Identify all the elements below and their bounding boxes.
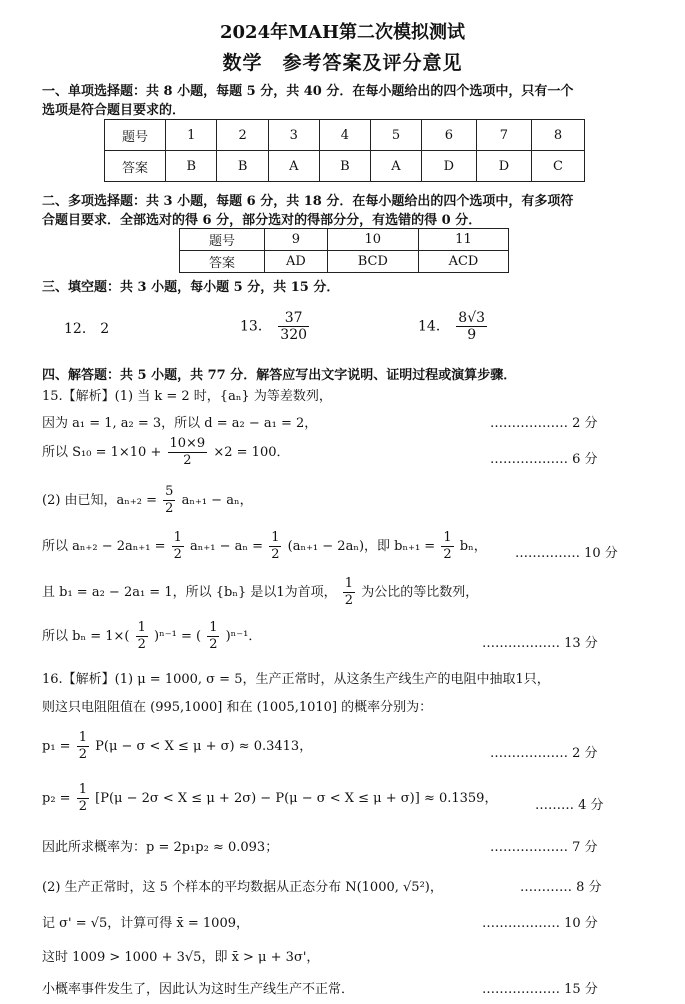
text-part: p₁ =	[42, 739, 71, 754]
table-cell: ACD	[418, 251, 508, 273]
table-cell: 6	[421, 120, 476, 151]
solution-line	[42, 576, 478, 609]
solution-line: 记 σ' = √5，计算可得 x̄ = 1009，	[42, 916, 249, 931]
score-mark: ……… 4 分	[535, 798, 604, 813]
numerator: 1	[78, 730, 87, 745]
table-cell: B	[166, 151, 217, 182]
denominator: 320	[280, 327, 308, 343]
denominator: 2	[137, 637, 146, 652]
solution-line: 因此所求概率为：p = 2p₁p₂ ≈ 0.093；	[42, 840, 279, 855]
table-cell-label: 答案	[180, 251, 265, 273]
table-cell: 11	[418, 229, 508, 251]
table-row	[105, 151, 585, 182]
denominator: 2	[78, 747, 87, 762]
section4-heading: 四、解答题：共 5 小题，共 77 分．解答应写出文字说明、证明过程或演算步骤．	[42, 368, 517, 383]
table-cell: 9	[265, 229, 328, 251]
section2-heading-cont: 合题目要求．全部选对的得 6 分，部分选对的得部分分，有选错的得 0 分．	[42, 213, 482, 228]
text-part: 且 b₁ = a₂ − 2a₁ = 1，所以 {bₙ} 是以1为首项，	[42, 585, 337, 600]
score-mark: ……………… 7 分	[490, 840, 598, 855]
solution-line: 16.【解析】(1) μ = 1000, σ = 5，生产正常时，从这条生产线生产的电阻中抽取1只，	[42, 672, 550, 687]
fraction	[172, 530, 184, 563]
solution-line	[42, 530, 487, 563]
solution-line	[42, 730, 312, 763]
text-part: [P(μ − 2σ < X ≤ μ + 2σ) − P(μ − σ < X ≤ μ + σ)] ≈ 0.1359，	[95, 791, 498, 806]
text-part: (2) 由已知，aₙ₊₂ =	[42, 493, 158, 508]
text-part: 所以 bₙ = 1×(	[42, 629, 130, 644]
numerator: 8√3	[458, 310, 486, 326]
score-mark: ……………… 6 分	[490, 452, 598, 467]
denominator: 2	[344, 593, 354, 608]
text-part: )ⁿ⁻¹．	[225, 629, 262, 644]
table-cell: A	[268, 151, 319, 182]
question-number: 12．	[64, 321, 96, 337]
numerator: 1	[209, 620, 218, 635]
table-cell: 2	[217, 120, 268, 151]
denominator: 2	[271, 547, 280, 562]
table-cell-label: 题号	[105, 120, 166, 151]
numerator: 1	[443, 530, 452, 545]
section2-heading: 二、多项选择题：共 3 小题，每题 6 分，共 18 分．在每小题给出的四个选项中，有多项符	[42, 194, 574, 209]
fraction	[136, 620, 148, 653]
score-mark: ……………… 10 分	[482, 916, 598, 931]
numerator: 1	[137, 620, 146, 635]
table-cell: 10	[327, 229, 418, 251]
solution-line	[42, 484, 253, 517]
solution-line: 小概率事件发生了，因此认为这时生产线生产不正常．	[42, 982, 355, 997]
solution-line	[42, 620, 261, 653]
numerator: 5	[165, 484, 174, 499]
page-title: 2024年MAH第二次模拟测试	[220, 22, 465, 43]
denominator: 2	[443, 547, 452, 562]
numerator: 1	[78, 782, 87, 797]
fill-answer-14	[418, 310, 489, 343]
table-cell: C	[531, 151, 584, 182]
fraction	[269, 530, 281, 563]
numerator: 10×9	[169, 436, 206, 451]
section1-heading: 一、单项选择题：共 8 小题，每题 5 分，共 40 分．在每小题给出的四个选项中，只有一个	[42, 84, 574, 99]
table-cell: B	[319, 151, 370, 182]
multi-choice-table	[179, 228, 509, 273]
table-cell-label: 题号	[180, 229, 265, 251]
table-cell: D	[476, 151, 531, 182]
text-part: 为公比的等比数列，	[361, 585, 479, 600]
numerator: 1	[344, 576, 354, 591]
fill-answer-12	[64, 318, 109, 338]
text-part: )ⁿ⁻¹ = (	[154, 629, 202, 644]
table-cell: D	[421, 151, 476, 182]
score-mark: ……………… 13 分	[482, 636, 598, 651]
fraction	[441, 530, 453, 563]
fraction	[77, 730, 89, 763]
text-part: (aₙ₊₁ − 2aₙ)，即 bₙ₊₁ =	[287, 539, 436, 554]
table-cell: BCD	[327, 251, 418, 273]
numerator: 1	[173, 530, 182, 545]
fraction	[456, 310, 487, 343]
fraction	[207, 620, 219, 653]
single-choice-table	[104, 119, 585, 182]
score-mark: ………… 8 分	[520, 880, 602, 895]
fraction	[278, 310, 309, 343]
fraction	[343, 576, 355, 609]
fraction	[168, 436, 208, 469]
score-mark: ……………… 15 分	[482, 982, 598, 997]
text-part: 所以 S₁₀ = 1×10 +	[42, 445, 162, 460]
fraction	[163, 484, 175, 517]
numerator: 37	[278, 310, 309, 327]
denominator: 2	[78, 799, 87, 814]
table-cell: 4	[319, 120, 370, 151]
text-part: aₙ₊₁ − aₙ =	[190, 539, 264, 554]
table-row	[180, 229, 509, 251]
table-cell: 3	[268, 120, 319, 151]
question-number: 14．	[418, 318, 450, 335]
question-number: 13．	[240, 318, 272, 335]
fill-answer-13	[240, 310, 311, 343]
table-cell: 5	[371, 120, 422, 151]
solution-line: 15.【解析】(1) 当 k = 2 时，{aₙ} 为等差数列，	[42, 389, 332, 404]
denominator: 2	[173, 547, 182, 562]
fraction	[77, 782, 89, 815]
table-row	[180, 251, 509, 273]
denominator: 2	[165, 501, 174, 516]
table-cell: 7	[476, 120, 531, 151]
text-part: 所以 aₙ₊₂ − 2aₙ₊₁ =	[42, 539, 166, 554]
denominator: 9	[467, 327, 477, 343]
text-part: bₙ，	[459, 539, 487, 554]
table-cell: AD	[265, 251, 328, 273]
score-mark: ……………… 2 分	[490, 416, 598, 431]
solution-line: 因为 a₁ = 1, a₂ = 3，所以 d = a₂ − a₁ = 2，	[42, 416, 318, 431]
table-cell-label: 答案	[105, 151, 166, 182]
table-row	[105, 120, 585, 151]
answer-value: 2	[100, 321, 110, 337]
solution-line	[42, 436, 290, 469]
section1-heading-cont: 选项是符合题目要求的．	[42, 103, 186, 118]
solution-line: (2) 生产正常时，这 5 个样本的平均数据从正态分布 N(1000, √5²)，	[42, 880, 443, 895]
text-part: ×2 = 100．	[213, 445, 290, 460]
solution-line	[42, 782, 497, 815]
text-part: aₙ₊₁ − aₙ，	[181, 493, 253, 508]
denominator: 2	[183, 453, 192, 468]
table-cell: B	[217, 151, 268, 182]
denominator: 2	[209, 637, 218, 652]
solution-line: 则这只电阻阻值在 (995,1000] 和在 (1005,1010] 的概率分别为：	[42, 700, 433, 715]
table-cell: A	[371, 151, 422, 182]
table-cell: 1	[166, 120, 217, 151]
text-part: p₂ =	[42, 791, 71, 806]
table-cell: 8	[531, 120, 584, 151]
text-part: P(μ − σ < X ≤ μ + σ) ≈ 0.3413，	[95, 739, 313, 754]
section3-heading: 三、填空题：共 3 小题，每小题 5 分，共 15 分．	[42, 280, 340, 295]
numerator: 1	[271, 530, 280, 545]
score-mark: ……………… 2 分	[490, 746, 598, 761]
page-subtitle: 数学 参考答案及评分意见	[222, 52, 463, 74]
score-mark: …………… 10 分	[515, 546, 618, 561]
solution-line: 这时 1009 > 1000 + 3√5，即 x̄ > μ + 3σ'，	[42, 950, 320, 965]
